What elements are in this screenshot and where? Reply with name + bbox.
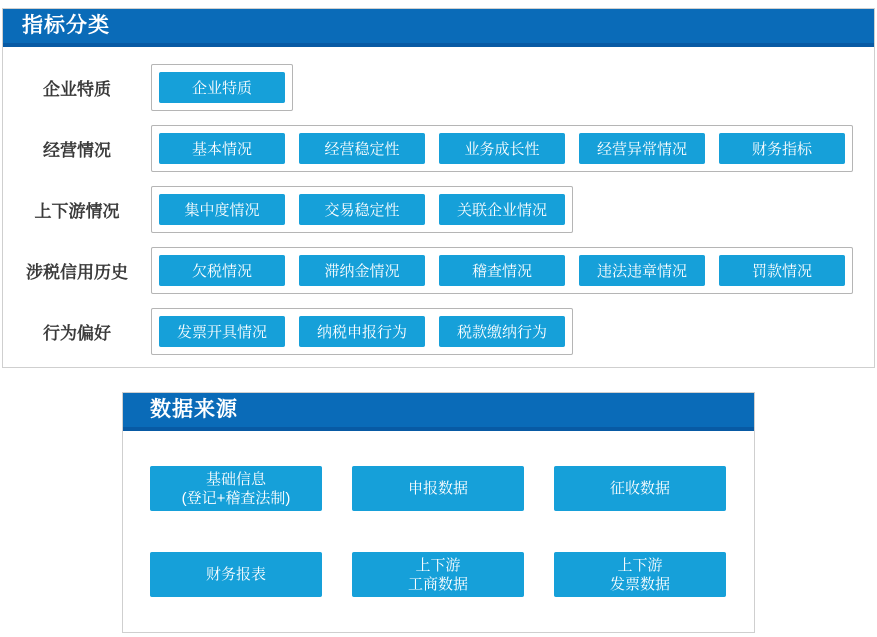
indicator-tag[interactable]: 经营稳定性 [299, 133, 425, 164]
indicator-tag[interactable]: 集中度情况 [159, 194, 285, 225]
datasource-box-invoice-data[interactable] [554, 552, 726, 597]
indicator-row-enterprise-traits [3, 64, 874, 111]
indicator-row-upstream-downstream [3, 186, 874, 233]
indicator-row-behavior-preference [3, 308, 874, 355]
datasource-panel-header [123, 393, 754, 431]
datasource-panel [122, 392, 755, 633]
indicator-tag[interactable]: 滞纳金情况 [299, 255, 425, 286]
indicator-tag[interactable]: 稽查情况 [439, 255, 565, 286]
datasource-box-line: 财务报表 [205, 566, 266, 583]
indicator-group [151, 125, 853, 172]
datasource-panel-title: 数据来源 [150, 398, 238, 421]
datasource-box-declaration-data[interactable] [352, 466, 524, 511]
indicator-tag[interactable]: 税款缴纳行为 [439, 316, 565, 347]
indicator-group [151, 308, 573, 355]
indicator-tag[interactable]: 经营异常情况 [579, 133, 705, 164]
datasource-box-industry-commerce-data[interactable] [352, 552, 524, 597]
row-label: 企业特质 [43, 80, 111, 99]
indicator-tag[interactable]: 关联企业情况 [439, 194, 565, 225]
datasource-box-basic-info[interactable] [150, 466, 322, 511]
indicator-tag[interactable]: 财务指标 [719, 133, 845, 164]
datasource-box-line: 申报数据 [407, 480, 468, 497]
indicator-tag[interactable]: 业务成长性 [439, 133, 565, 164]
datasource-box-line: 工商数据 [407, 575, 468, 593]
indicator-panel [2, 8, 875, 368]
indicator-tag[interactable]: 基本情况 [159, 133, 285, 164]
datasource-panel-body [123, 431, 754, 597]
indicator-tag[interactable]: 罚款情况 [719, 255, 845, 286]
indicator-tag[interactable]: 纳税申报行为 [299, 316, 425, 347]
indicator-row-tax-credit-history [3, 247, 874, 294]
indicator-row-operating-status [3, 125, 874, 172]
datasource-box-financial-statements[interactable] [150, 552, 322, 597]
indicator-tag[interactable]: 交易稳定性 [299, 194, 425, 225]
datasource-box-line: 上下游 [415, 556, 461, 574]
indicator-panel-body [3, 47, 874, 355]
row-label: 经营情况 [43, 141, 111, 160]
indicator-panel-title: 指标分类 [22, 14, 110, 37]
row-label: 涉税信用历史 [26, 263, 128, 282]
datasource-box-line: 上下游 [617, 556, 663, 574]
datasource-box-line: 征收数据 [609, 480, 670, 497]
row-label: 上下游情况 [34, 202, 120, 221]
row-label: 行为偏好 [43, 324, 111, 343]
indicator-tag[interactable]: 违法违章情况 [579, 255, 705, 286]
indicator-tag[interactable]: 发票开具情况 [159, 316, 285, 347]
indicator-tag[interactable]: 企业特质 [159, 72, 285, 103]
indicator-group [151, 64, 293, 111]
indicator-group [151, 186, 573, 233]
indicator-tag[interactable]: 欠税情况 [159, 255, 285, 286]
datasource-box-line: (登记+稽查法制) [181, 489, 291, 507]
datasource-box-line: 基础信息 [205, 470, 266, 488]
indicator-group [151, 247, 853, 294]
indicator-panel-header [3, 9, 874, 47]
datasource-box-collection-data[interactable] [554, 466, 726, 511]
datasource-box-line: 发票数据 [609, 575, 670, 593]
